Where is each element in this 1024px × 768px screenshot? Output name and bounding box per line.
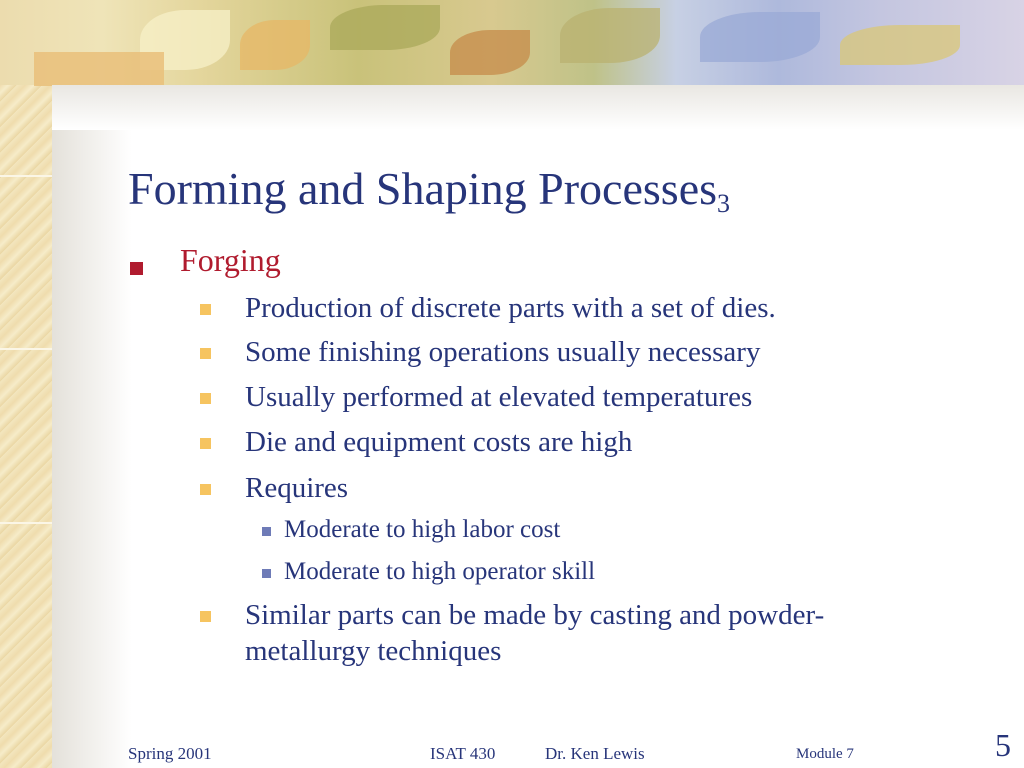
title-subscript: 3 <box>717 189 731 218</box>
footer-course: ISAT 430 <box>430 744 496 763</box>
sub-bullet-square-icon <box>262 527 271 536</box>
bullet-square-icon <box>200 348 211 359</box>
background-left-strip <box>0 0 52 768</box>
point-text: Similar parts can be made by casting and powder-metallurgy techniques <box>245 599 825 667</box>
bullet-square-icon <box>200 484 211 495</box>
point-text: Die and equipment costs are high <box>245 426 633 458</box>
bullet-square-icon <box>200 304 211 315</box>
bullet-square-icon <box>200 393 211 404</box>
footer-instructor: Dr. Ken Lewis <box>545 744 645 763</box>
bullet-square-icon <box>200 611 211 622</box>
point-text: Production of discrete parts with a set of dies. <box>245 292 776 324</box>
bullet-forging: Forging <box>180 242 281 278</box>
sub-bullet-square-icon <box>262 569 271 578</box>
point-text: Some finishing operations usually necessary <box>245 336 761 368</box>
background-left-shadow <box>52 85 132 768</box>
point-text: Usually performed at elevated temperatures <box>245 381 753 413</box>
background-header-shadow <box>52 85 1024 130</box>
sub-point-text: Moderate to high labor cost <box>284 516 561 543</box>
background-gold-bar <box>34 52 164 86</box>
bullet-square-icon <box>130 262 143 275</box>
bullet-square-icon <box>200 438 211 449</box>
footer-term: Spring 2001 <box>128 744 212 763</box>
sub-point-text: Moderate to high operator skill <box>284 558 596 585</box>
page-number: 5 <box>995 727 1011 763</box>
point-text: Requires <box>245 472 349 504</box>
slide-title: Forming and Shaping Processes$_3$ <box>128 163 731 218</box>
footer-module: Module 7 <box>796 746 854 762</box>
